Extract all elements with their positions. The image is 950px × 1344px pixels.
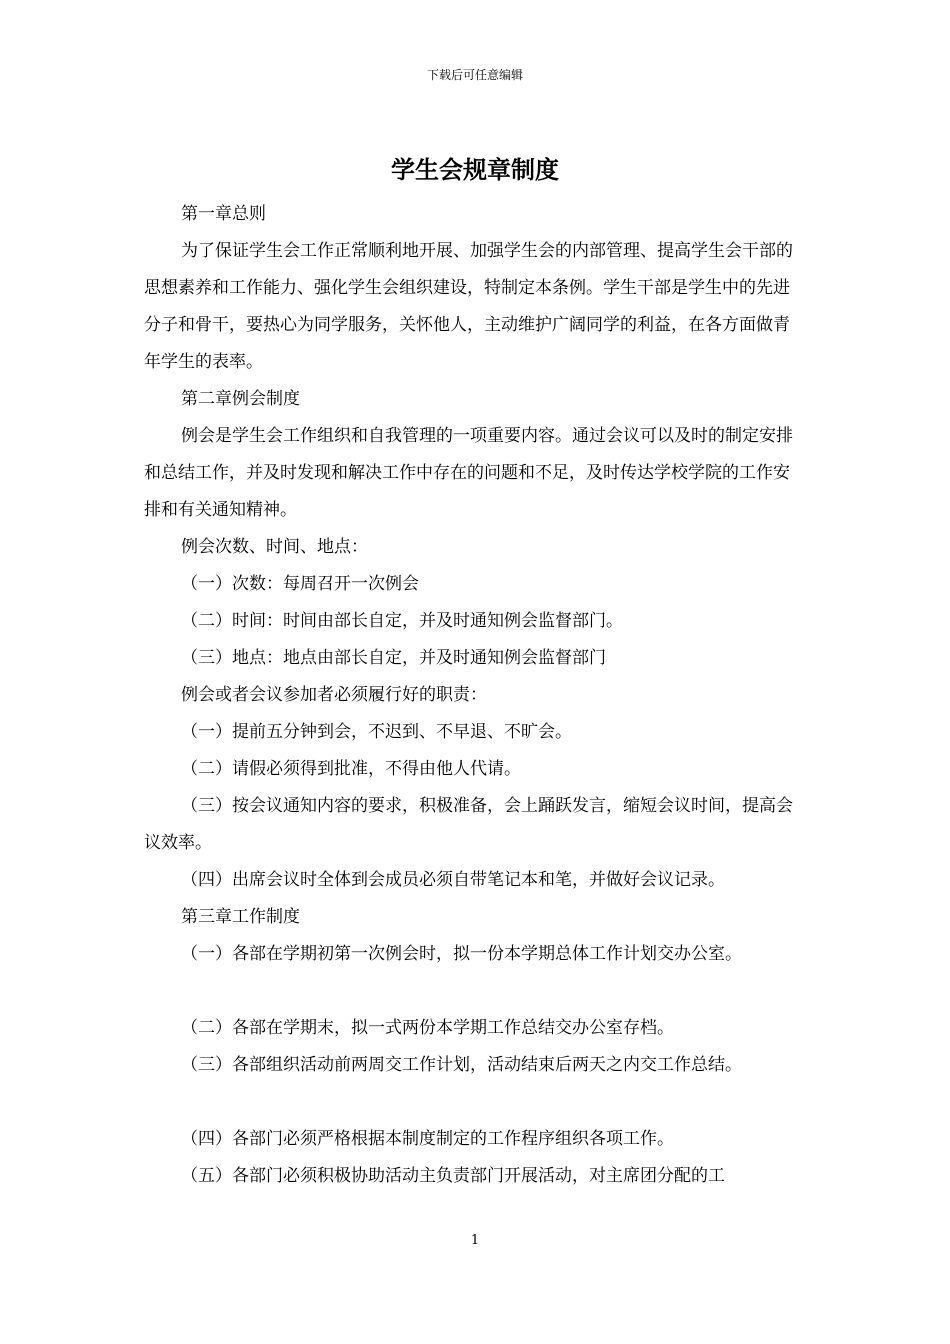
paragraph: 例会或者会议参加者必须履行好的职责：	[181, 685, 487, 705]
list-item: （一）次数：每周召开一次例会	[181, 574, 419, 594]
document-title: 学生会规章制度	[391, 155, 559, 184]
list-item: （四）出席会议时全体到会成员必须自带笔记本和笔，并做好会议记录。	[181, 870, 725, 890]
list-item: （五）各部门必须积极协助活动主负责部门开展活动，对主席团分配的工	[181, 1166, 725, 1186]
page-header: 下载后可任意编辑	[426, 68, 523, 82]
page-number: 1	[470, 1233, 480, 1248]
list-item: （二）时间：时间由部长自定，并及时通知例会监督部门。	[181, 611, 623, 631]
list-item: （一）各部在学期初第一次例会时，拟一份本学期总体工作计划交办公室。	[181, 944, 742, 964]
paragraph: 为了保证学生会工作正常顺利地开展、加强学生会的内部管理、提高学生会干部的思想素养和工作能力、强化学生会组织建设，特制定本条例。学生干部是学生中的先进分子和骨干，要热心为同学服务，关怀他人，主动维护广阔同学的利益，在各方面做青年学生的表率。	[144, 241, 793, 372]
document-body	[144, 196, 806, 1195]
paragraph: 例会是学生会工作组织和自我管理的一项重要内容。通过会议可以及时的制定安排和总结工作，并及时发现和解决工作中存在的问题和不足，及时传达学校学院的工作安排和有关通知精神。	[144, 426, 793, 520]
list-item: （二）各部在学期末，拟一式两份本学期工作总结交办公室存档。	[181, 1018, 674, 1038]
list-item: （一）提前五分钟到会，不迟到、不早退、不旷会。	[181, 722, 572, 742]
list-item: （三）地点：地点由部长自定，并及时通知例会监督部门	[181, 648, 606, 668]
list-item: （二）请假必须得到批准，不得由他人代请。	[181, 759, 521, 779]
list-item: （四）各部门必须严格根据本制度制定的工作程序组织各项工作。	[181, 1129, 674, 1149]
chapter-heading: 第三章工作制度	[181, 907, 300, 927]
chapter-heading: 第一章总则	[181, 204, 266, 224]
paragraph: 例会次数、时间、地点：	[181, 537, 368, 557]
chapter-heading: 第二章例会制度	[181, 389, 300, 409]
list-item: （三）各部组织活动前两周交工作计划，活动结束后两天之内交工作总结。	[181, 1055, 742, 1075]
list-item: （三）按会议通知内容的要求，积极准备，会上踊跃发言，缩短会议时间，提高会议效率。	[144, 796, 793, 853]
